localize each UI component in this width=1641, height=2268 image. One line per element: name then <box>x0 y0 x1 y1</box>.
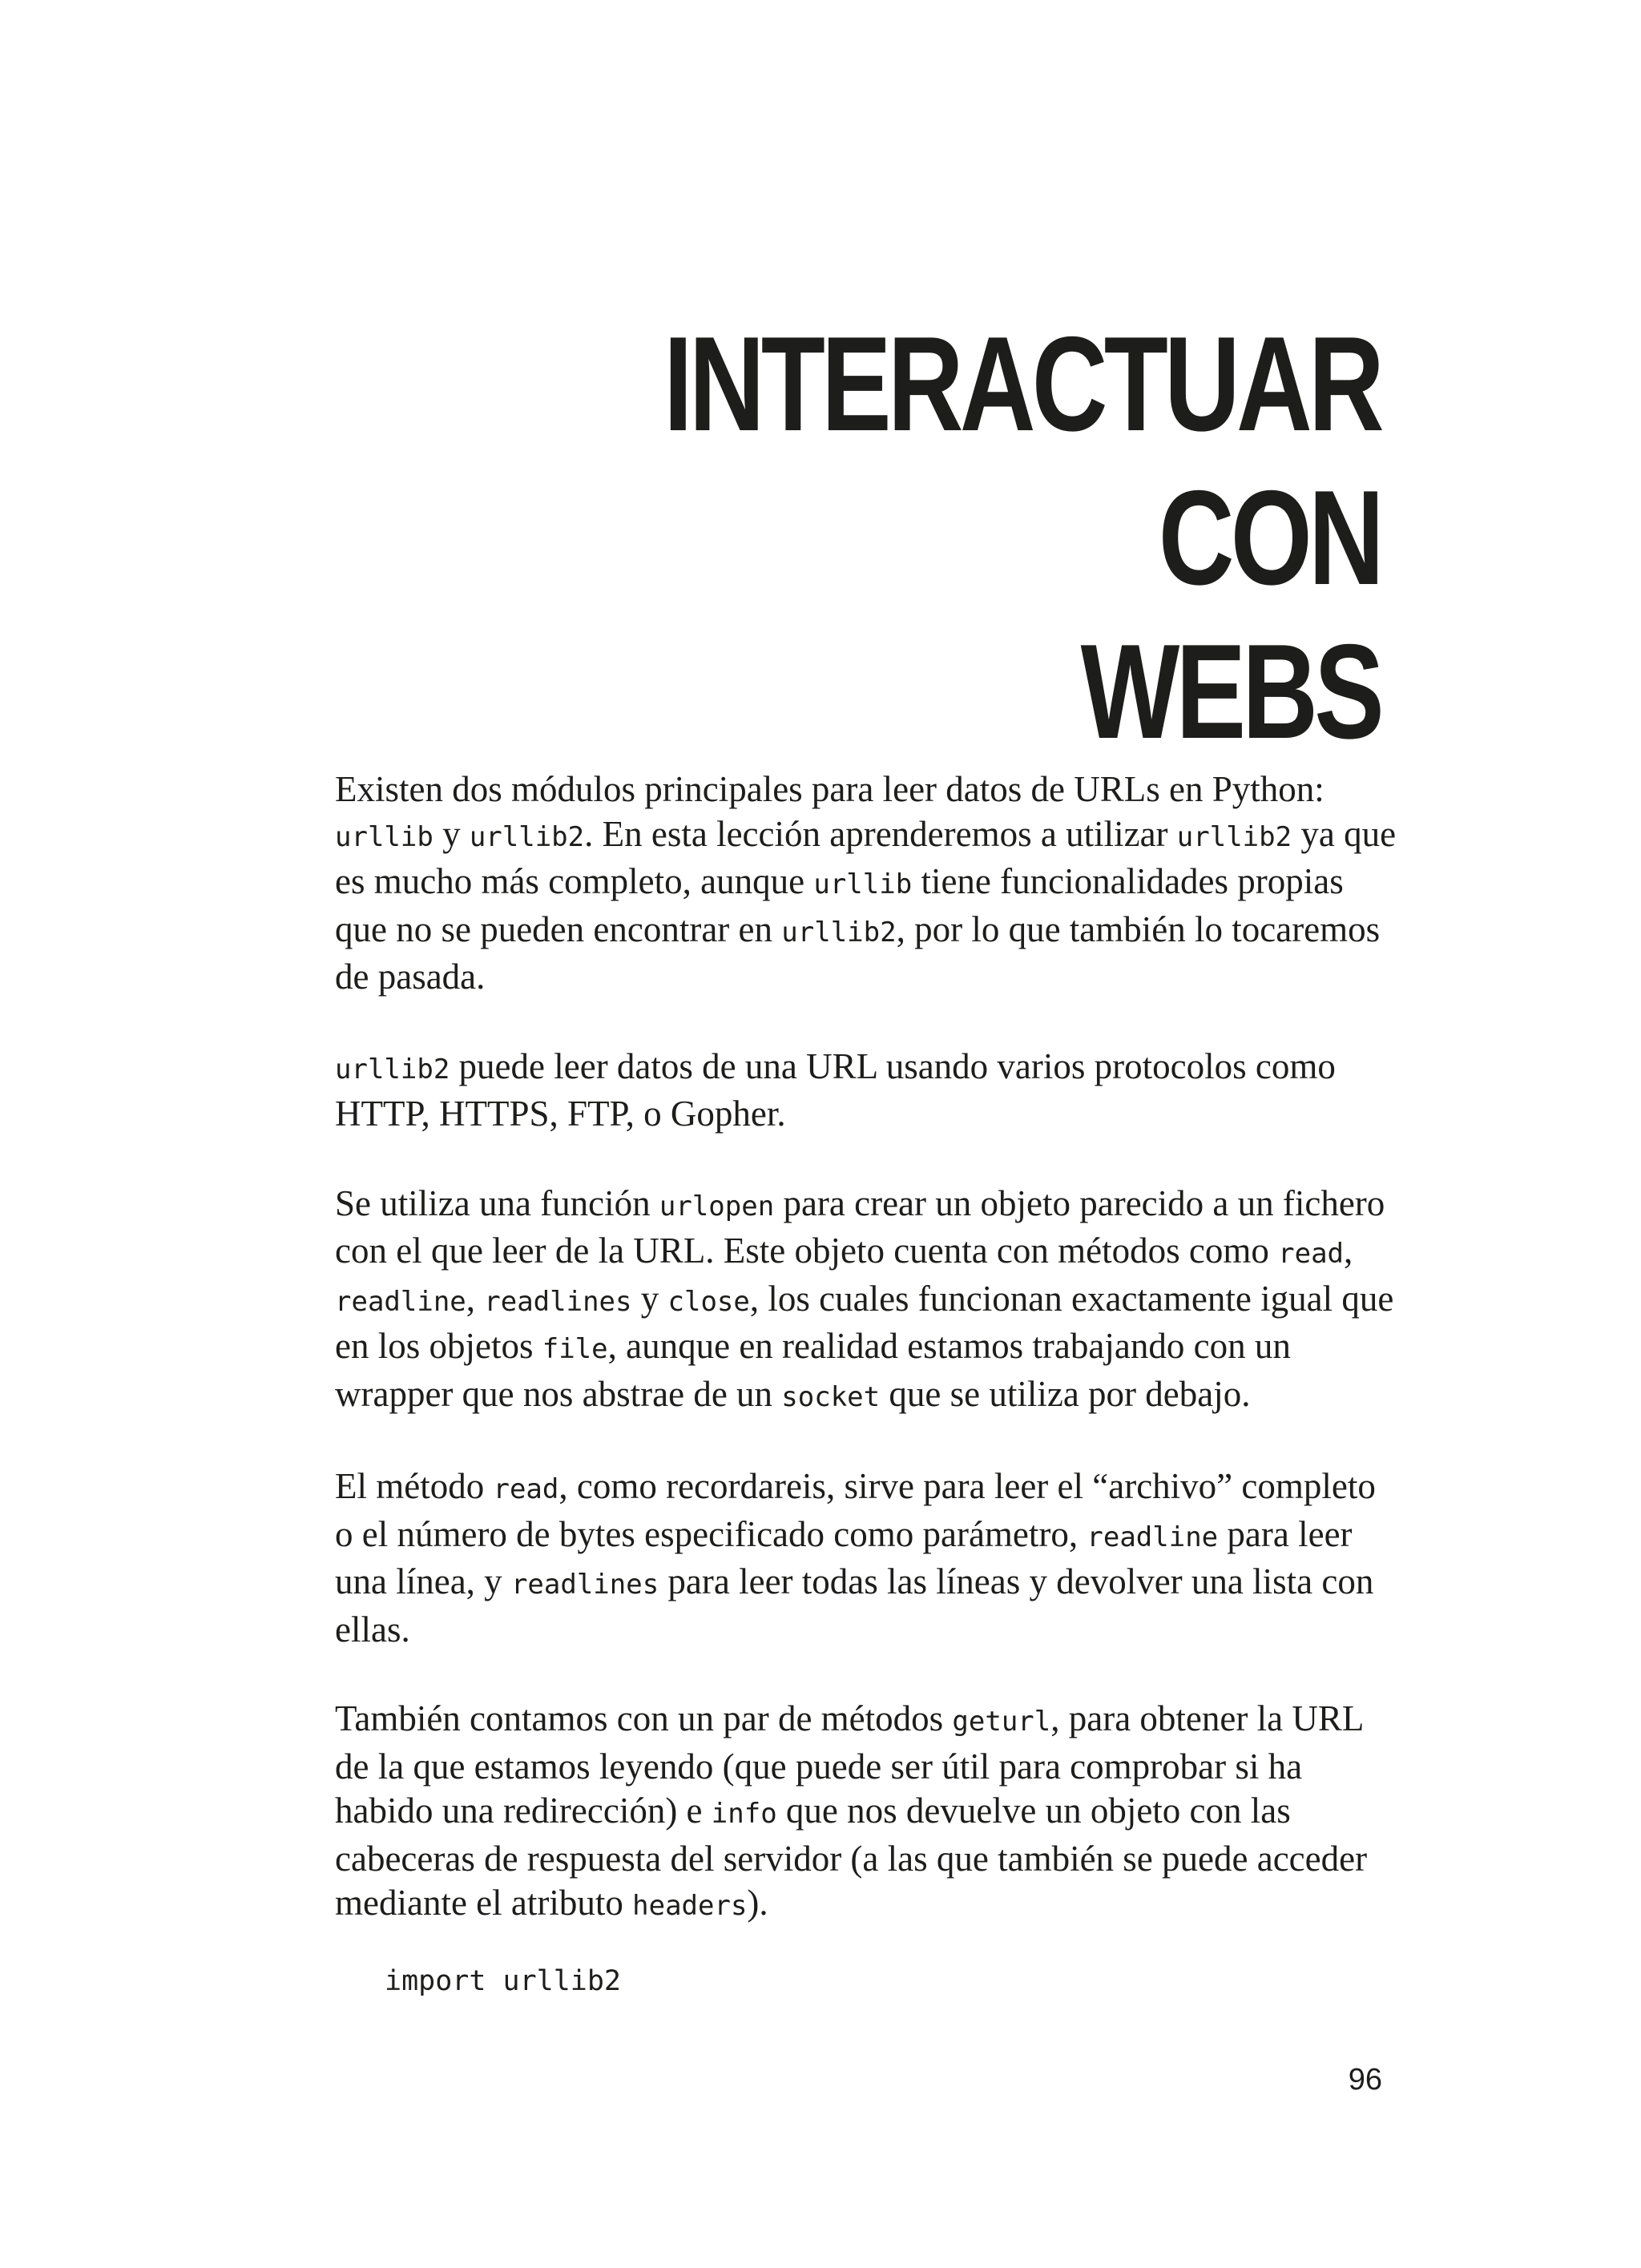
text-run: Existen dos módulos principales para leer datos de URLs en Python: <box>335 769 1324 809</box>
text-run: Se utiliza una función <box>335 1182 659 1223</box>
text-run: puede leer datos de una URL usando varios protocolos como HTTP, HTTPS, FTP, o Gopher. <box>335 1045 1336 1134</box>
inline-code: urllib <box>335 820 433 853</box>
text-run: El método <box>335 1466 494 1506</box>
inline-code: socket <box>781 1380 881 1413</box>
paragraph-1 <box>335 767 1401 1000</box>
text-run: y <box>433 813 470 854</box>
text-run: , como recordareis, sirve para leer el “archivo” completo o el número de bytes especificado como parámetro, <box>335 1466 1376 1554</box>
inline-code: urlopen <box>659 1190 775 1223</box>
text-run: , <box>1344 1231 1353 1271</box>
inline-code: headers <box>632 1890 748 1922</box>
chapter-title <box>443 307 1381 768</box>
text-run: ). <box>747 1883 768 1923</box>
inline-code: urllib2 <box>469 820 585 853</box>
paragraph-2 <box>335 1045 1401 1137</box>
text-run: , por lo que también lo tocaremos de pasada. <box>335 908 1381 997</box>
inline-code: readline <box>1087 1521 1219 1553</box>
inline-code: urllib2 <box>1176 820 1292 853</box>
body-text <box>335 767 1401 2001</box>
inline-code: readlines <box>484 1285 632 1318</box>
inline-code: urllib2 <box>781 916 897 949</box>
text-run: y <box>631 1278 668 1319</box>
code-block <box>335 1961 1401 2001</box>
text-run: , <box>466 1278 485 1319</box>
chapter-title-line-1: INTERACTUAR CON <box>663 308 1381 613</box>
text-run: que se utiliza por debajo. <box>880 1373 1251 1414</box>
inline-code: read <box>1278 1238 1345 1270</box>
code-line: import urllib2 <box>385 1964 622 1997</box>
text-run: , para obtener la URL de la que estamos leyendo (que puede ser útil para comprobar si ha habido una redirección) e <box>335 1698 1363 1831</box>
page-number: 96 <box>1348 2063 1382 2097</box>
inline-code: read <box>493 1473 559 1505</box>
inline-code: readline <box>335 1285 466 1318</box>
paragraph-5 <box>335 1697 1401 1929</box>
paragraph-4 <box>335 1464 1401 1652</box>
inline-code: urllib <box>813 868 913 900</box>
inline-code: readlines <box>510 1569 659 1601</box>
inline-code: urllib2 <box>335 1053 450 1086</box>
text-run: También contamos con un par de métodos <box>335 1698 953 1738</box>
inline-code: file <box>542 1333 608 1365</box>
text-run: que nos devuelve un objeto con las cabeceras de respuesta del servidor (a las que también se puede acceder mediante el atributo <box>335 1791 1368 1923</box>
text-run: para leer una línea, y <box>335 1513 1353 1601</box>
text-run: para crear un objeto parecido a un fichero con el que leer de la URL. Este objeto cuenta con métodos como <box>335 1182 1385 1271</box>
inline-code: close <box>667 1285 750 1318</box>
inline-code: geturl <box>952 1706 1051 1738</box>
paragraph-3 <box>335 1182 1401 1420</box>
text-run: tiene funcionalidades propias que no se pueden encontrar en <box>335 861 1344 949</box>
chapter-title-line-2: WEBS <box>1080 615 1381 767</box>
text-run: , los cuales funcionan exactamente igual que en los objetos <box>335 1278 1394 1366</box>
text-run: para leer todas las líneas y devolver una lista con ellas. <box>335 1561 1374 1650</box>
inline-code: info <box>711 1798 777 1830</box>
text-run: , aunque en realidad estamos trabajando con un wrapper que nos abstrae de un <box>335 1326 1291 1414</box>
text-run: ya que es mucho más completo, aunque <box>335 813 1397 901</box>
text-run: . En esta lección aprenderemos a utilizar <box>584 813 1177 854</box>
